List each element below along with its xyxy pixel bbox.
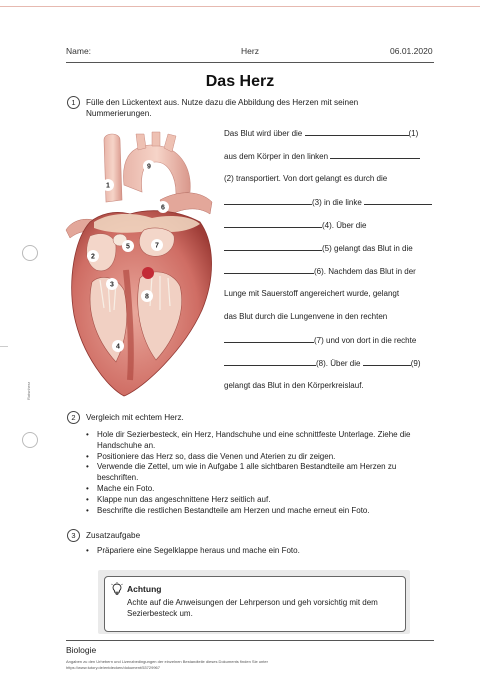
- lightbulb-icon: [111, 582, 123, 595]
- task2-list: [86, 430, 431, 516]
- footer-credits: Angaben zu den Urhebern und Lizenzbedingungen der einzelnen Bestandteile dieses Dokuments finden Sie unter: [66, 659, 268, 664]
- cloze-text-segment: gelangt das Blut in den Körperkreislauf.: [224, 381, 364, 390]
- list-item: • Beschrifte die restlichen Bestandteile am Herzen und mache erneut ein Foto.: [86, 506, 431, 517]
- footer-credits-link[interactable]: https://www.tutory.de/entdecken/dokument/53729967: [66, 665, 160, 670]
- notice-title: Achtung: [127, 584, 162, 594]
- list-item: • Klappe nun das angeschnittene Herz seitlich auf.: [86, 495, 431, 506]
- heart-label-5: 5: [126, 243, 130, 251]
- blank-1[interactable]: [305, 127, 409, 136]
- fold-mark: [0, 346, 8, 347]
- punch-hole-bottom: [22, 432, 38, 448]
- list-item: • Positioniere das Herz so, dass die Venen und Aterien zu dir zeigen.: [86, 452, 431, 463]
- subject-label: Herz: [241, 46, 259, 56]
- list-item: • Hole dir Sezierbesteck, ein Herz, Handschuhe und eine schnittfeste Unterlage. Ziehe die Handschuhe an.: [86, 430, 431, 452]
- task-number-1: 1: [67, 96, 80, 109]
- task3-heading: Zusatzaufgabe: [86, 531, 141, 540]
- task-number-2: 2: [67, 411, 80, 424]
- heart-label-8: 8: [145, 293, 149, 301]
- blank-2[interactable]: [330, 150, 420, 159]
- top-border-line: [0, 6, 480, 7]
- notice-text: Achte auf die Anweisungen der Lehrperson und geh vorsichtig mit dem Sezierbesteck um.: [127, 598, 378, 618]
- blank-6[interactable]: [224, 265, 314, 274]
- name-label: Name:: [66, 46, 92, 56]
- cloze-text-segment: das Blut durch die Lungenvene in den rechten: [224, 312, 388, 321]
- cloze-text-segment: (7) und von dort in die rechte: [314, 336, 417, 345]
- cloze-text-segment: (3) in die linke: [312, 198, 362, 207]
- heart-label-7: 7: [155, 242, 159, 250]
- blank-9[interactable]: [363, 357, 411, 366]
- heart-label-4: 4: [116, 343, 120, 351]
- punch-hole-top: [22, 245, 38, 261]
- cloze-text-segment: (6). Nachdem das Blut in der: [314, 267, 416, 276]
- cloze-text-segment: (8). Über die: [316, 359, 361, 368]
- blank-5[interactable]: [224, 242, 322, 251]
- task1-instruction: Fülle den Lückentext aus. Nutze dazu die Abbildung des Herzen mit seinen Nummerierungen.: [86, 98, 359, 118]
- heart-label-9: 9: [147, 163, 151, 171]
- blank-4[interactable]: [224, 219, 322, 228]
- task2-heading: Vergleich mit echtem Herz.: [86, 413, 184, 422]
- list-item: • Mache ein Foto.: [86, 484, 431, 495]
- cloze-text-segment: Das Blut wird über die: [224, 129, 303, 138]
- cloze-text-segment: Lunge mit Sauerstoff angereichert wurde, gelangt: [224, 289, 400, 298]
- task3-list: [86, 546, 426, 557]
- blank-8[interactable]: [224, 357, 316, 366]
- blank-3b[interactable]: [364, 196, 432, 205]
- footer-subject: Biologie: [66, 645, 97, 655]
- heart-label-6: 6: [161, 204, 165, 212]
- heart-illustration: [60, 130, 222, 400]
- cloze-text-segment: (4). Über die: [322, 221, 367, 230]
- heart-label-3: 3: [110, 281, 114, 289]
- header-rule: [66, 62, 434, 63]
- blank-7[interactable]: [224, 334, 314, 343]
- cloze-text-segment: (9): [410, 359, 421, 368]
- cloze-text-segment: (1): [408, 129, 419, 138]
- cloze-text-segment: (5) gelangt das Blut in die: [322, 244, 413, 253]
- blank-3[interactable]: [224, 196, 312, 205]
- list-item: • Verwende die Zettel, um wie in Aufgabe 1 alle sichtbaren Bestandteile am Herzen zu beschriften.: [86, 462, 431, 484]
- side-vertical-text: Ratsnherz: [26, 381, 31, 400]
- page-title: Das Herz: [205, 73, 275, 90]
- heart-label-2: 2: [91, 253, 95, 261]
- list-item: • Präpariere eine Segelklappe heraus und mache ein Foto.: [86, 546, 426, 557]
- task-number-3: 3: [67, 529, 80, 542]
- notice-box: [104, 576, 406, 632]
- cloze-text-segment: aus dem Körper in den linken: [224, 152, 329, 161]
- footer-rule: [66, 640, 434, 641]
- cloze-text-segment: (2) transportiert. Von dort gelangt es durch die: [224, 174, 388, 183]
- heart-label-1: 1: [106, 182, 110, 190]
- date-label: 06.01.2020: [390, 46, 433, 56]
